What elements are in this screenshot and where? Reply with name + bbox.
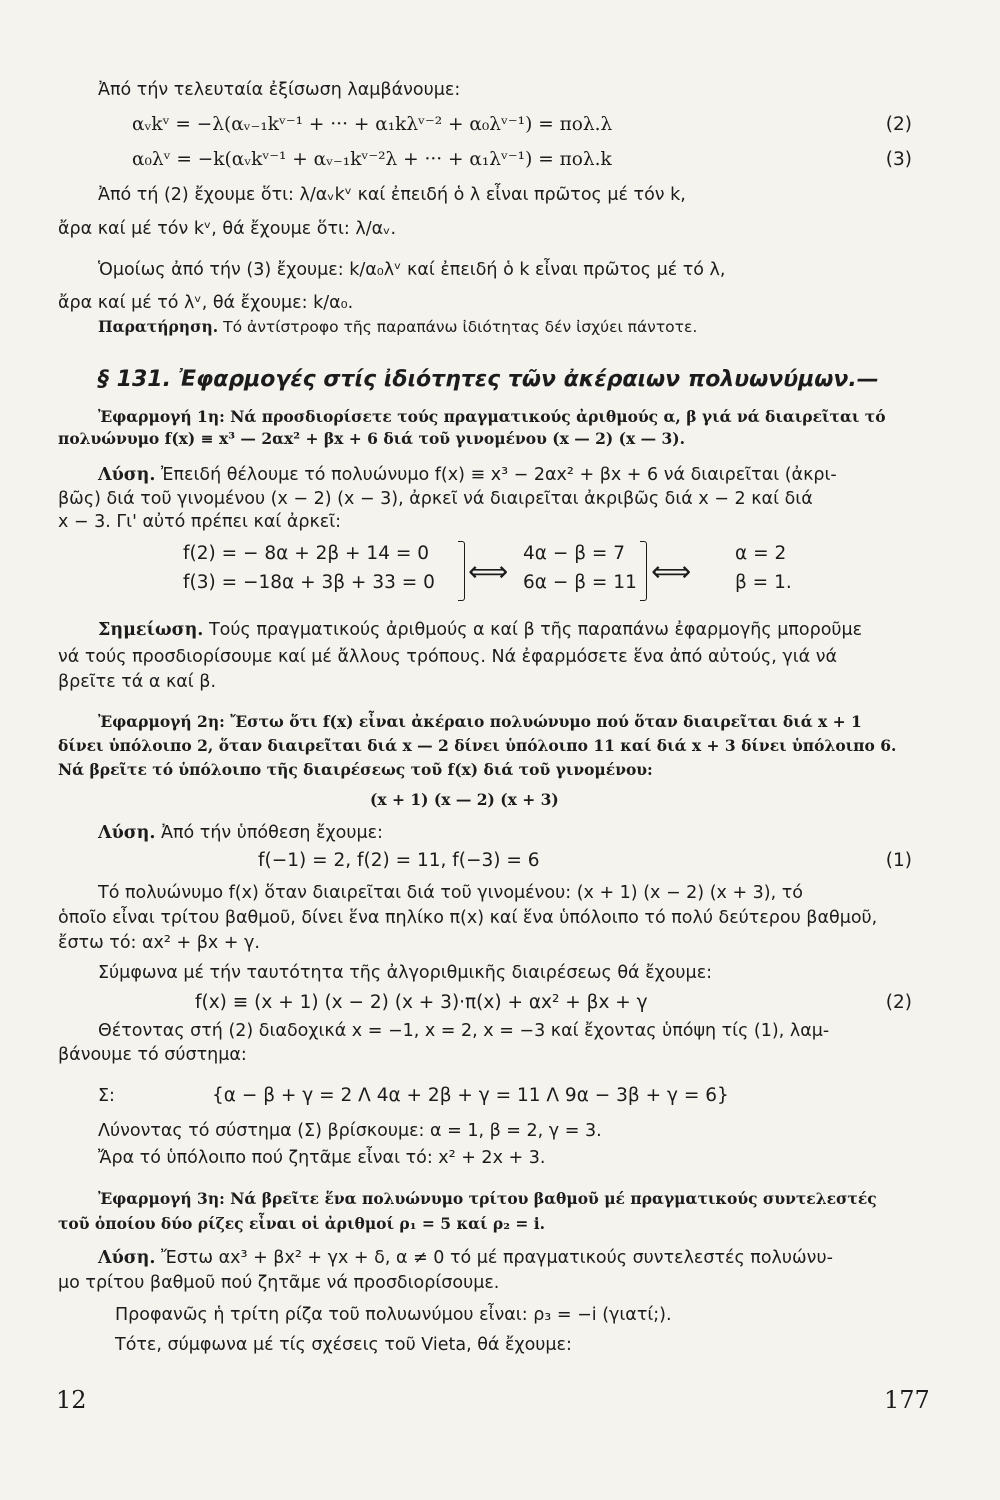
page-number-left: 12 bbox=[56, 1386, 87, 1414]
exercise-title: Ἐφαρμογή 1η: Νά προσδιορίσετε τούς πραγματικούς ἀριθμούς α, β γιά νά διαιρεῖται τό bbox=[98, 407, 886, 426]
note-text: Τό ἀντίστροφο τῆς παραπάνω ἰδιότητας δέν ἰσχύει πάντοτε. bbox=[223, 318, 698, 336]
text-line: ὁποῖο εἶναι τρίτου βαθμοῦ, δίνει ἕνα πηλίκο π(x) καί ἕνα ὑπόλοιπο τό πολύ δεύτερου βαθμοῦ, bbox=[58, 908, 878, 928]
equation: f(−1) = 2, f(2) = 11, f(−3) = 6 bbox=[258, 850, 540, 871]
text-line: x − 3. Γι' αὐτό πρέπει καί ἀρκεῖ: bbox=[58, 512, 342, 532]
text-line: Θέτοντας στή (2) διαδοχικά x = −1, x = 2, x = −3 καί ἔχοντας ὑπόψη τίς (1), λαμ- bbox=[98, 1021, 830, 1041]
note-line bbox=[98, 315, 697, 339]
text-line: ἄρα καί μέ τό λᵛ, θά ἔχουμε: k/α₀. bbox=[58, 293, 354, 313]
equation: 6α − β = 11 bbox=[523, 572, 637, 593]
equation-number: (3) bbox=[885, 149, 912, 170]
text-line bbox=[98, 618, 862, 642]
equation-number: (1) bbox=[885, 850, 912, 871]
text-line: Ἀπό τή (2) ἔχουμε ὅτι: λ/αᵥkᵛ καί ἐπειδή ὁ λ εἶναι πρῶτος μέ τόν k, bbox=[98, 185, 686, 205]
exercise-title: Νά βρεῖτε τό ὑπόλοιπο τῆς διαιρέσεως τοῦ f(x) διά τοῦ γινομένου: bbox=[58, 760, 653, 779]
page-number-right: 177 bbox=[884, 1386, 930, 1414]
equation: f(3) = −18α + 3β + 33 = 0 bbox=[183, 572, 435, 593]
text-line: νά τούς προσδιορίσουμε καί μέ ἄλλους τρόπους. Νά ἐφαρμόσετε ἕνα ἀπό αὐτούς, γιά νά bbox=[58, 647, 838, 667]
equation: f(x) ≡ (x + 1) (x − 2) (x + 3)·π(x) + αx² + βx + γ bbox=[195, 992, 648, 1013]
equivalence-arrow: ⟺ bbox=[651, 555, 692, 588]
solution-label: Λύση. bbox=[98, 465, 156, 485]
remark-text: Τούς πραγματικούς ἀριθμούς α καί β τῆς παραπάνω ἐφαρμογῆς μποροῦμε bbox=[208, 620, 863, 640]
exercise-title: Ἐφαρμογή 3η: Νά βρεῖτε ἕνα πολυώνυμο τρίτου βαθμοῦ μέ πραγματικούς συντελεστές bbox=[98, 1189, 877, 1208]
text-line: ἄρα καί μέ τόν kᵛ, θά ἔχουμε ὅτι: λ/αᵥ. bbox=[58, 219, 397, 239]
text-line: Προφανῶς ἡ τρίτη ρίζα τοῦ πολυωνύμου εἶναι: ρ₃ = −i (γιατί;). bbox=[115, 1305, 672, 1325]
exercise-title: δίνει ὑπόλοιπο 2, ὅταν διαιρεῖται διά x — 2 δίνει ὑπόλοιπο 11 καί διά x + 3 δίνει ὑπόλοιπο 6. bbox=[58, 736, 897, 755]
solution-label: Λύση. bbox=[98, 823, 156, 843]
remark-label: Σημείωση. bbox=[98, 620, 204, 640]
equation: α₀λᵛ = −k(αᵥkᵛ⁻¹ + αᵥ₋₁kᵛ⁻²λ + ··· + α₁λᵛ⁻¹) = πολ.k bbox=[132, 149, 612, 170]
equation-number: (2) bbox=[885, 992, 912, 1013]
equation-system: {α − β + γ = 2 Λ 4α + 2β + γ = 11 Λ 9α − 3β + γ = 6} bbox=[212, 1085, 729, 1106]
text-line bbox=[98, 463, 837, 487]
note-label: Παρατήρηση. bbox=[98, 317, 219, 336]
solution-text: Ἔστω αx³ + βx² + γx + δ, α ≠ 0 τό μέ πραγματικούς συντελεστές πολυώνυ- bbox=[161, 1248, 833, 1268]
solution-label: Λύση. bbox=[98, 1248, 156, 1268]
solution-text: Ἀπό τήν ὑπόθεση ἔχουμε: bbox=[161, 823, 383, 843]
equation: β = 1. bbox=[735, 572, 792, 593]
section-heading: § 131. Ἐφαρμογές στίς ἰδιότητες τῶν ἀκέραιων πολυωνύμων.— bbox=[98, 367, 879, 392]
equation: f(2) = − 8α + 2β + 14 = 0 bbox=[183, 543, 430, 564]
text-line: βρεῖτε τά α καί β. bbox=[58, 672, 217, 692]
right-brace bbox=[458, 541, 465, 601]
text-line: Ὁμοίως ἀπό τήν (3) ἔχουμε: k/α₀λᵛ καί ἐπειδή ὁ k εἶναι πρῶτος μέ τό λ, bbox=[98, 260, 726, 280]
system-label: Σ: bbox=[98, 1086, 115, 1106]
text-line: Ἄρα τό ὑπόλοιπο πού ζητᾶμε εἶναι τό: x² + 2x + 3. bbox=[98, 1148, 546, 1168]
exercise-title: τοῦ ὁποίου δύο ρίζες εἶναι οἱ ἀριθμοί ρ₁ = 5 καί ρ₂ = i. bbox=[58, 1214, 546, 1233]
text-line: Ἀπό τήν τελευταία ἐξίσωση λαμβάνουμε: bbox=[98, 80, 461, 100]
equivalence-arrow: ⟺ bbox=[468, 555, 509, 588]
text-line bbox=[98, 821, 383, 845]
solution-text: Ἐπειδή θέλουμε τό πολυώνυμο f(x) ≡ x³ − 2αx² + βx + 6 νά διαιρεῖται (ἀκρι- bbox=[161, 465, 837, 485]
equation: α = 2 bbox=[735, 543, 787, 564]
text-line: ἔστω τό: αx² + βx + γ. bbox=[58, 933, 260, 953]
equation-number: (2) bbox=[885, 114, 912, 135]
text-line: Σύμφωνα μέ τήν ταυτότητα τῆς ἀλγοριθμικῆς διαιρέσεως θά ἔχουμε: bbox=[98, 963, 713, 983]
text-line: βῶς) διά τοῦ γινομένου (x − 2) (x − 3), ἀρκεῖ νά διαιρεῖται ἀκριβῶς διά x − 2 καί διά bbox=[58, 489, 813, 509]
right-brace bbox=[640, 541, 647, 601]
text-line: Λύνοντας τό σύστημα (Σ) βρίσκουμε: α = 1, β = 2, γ = 3. bbox=[98, 1121, 602, 1141]
text-line: Τό πολυώνυμο f(x) ὅταν διαιρεῖται διά τοῦ γινομένου: (x + 1) (x − 2) (x + 3), τό bbox=[98, 883, 803, 903]
exercise-title: (x + 1) (x — 2) (x + 3) bbox=[370, 790, 559, 809]
text-line: μο τρίτου βαθμοῦ πού ζητᾶμε νά προσδιορίσουμε. bbox=[58, 1273, 500, 1293]
exercise-title: πολυώνυμο f(x) ≡ x³ — 2αx² + βx + 6 διά τοῦ γινομένου (x — 2) (x — 3). bbox=[58, 429, 686, 448]
text-line: Τότε, σύμφωνα μέ τίς σχέσεις τοῦ Vieta, θά ἔχουμε: bbox=[115, 1335, 572, 1355]
equation: 4α − β = 7 bbox=[523, 543, 626, 564]
equation: αᵥkᵛ = −λ(αᵥ₋₁kᵛ⁻¹ + ··· + α₁kλᵛ⁻² + α₀λᵛ⁻¹) = πολ.λ bbox=[132, 114, 613, 135]
text-line: βάνουμε τό σύστημα: bbox=[58, 1045, 247, 1065]
exercise-title: Ἐφαρμογή 2η: Ἔστω ὅτι f(x) εἶναι ἀκέραιο πολυώνυμο πού ὅταν διαιρεῖται διά x + 1 bbox=[98, 712, 862, 731]
text-line bbox=[98, 1246, 833, 1270]
